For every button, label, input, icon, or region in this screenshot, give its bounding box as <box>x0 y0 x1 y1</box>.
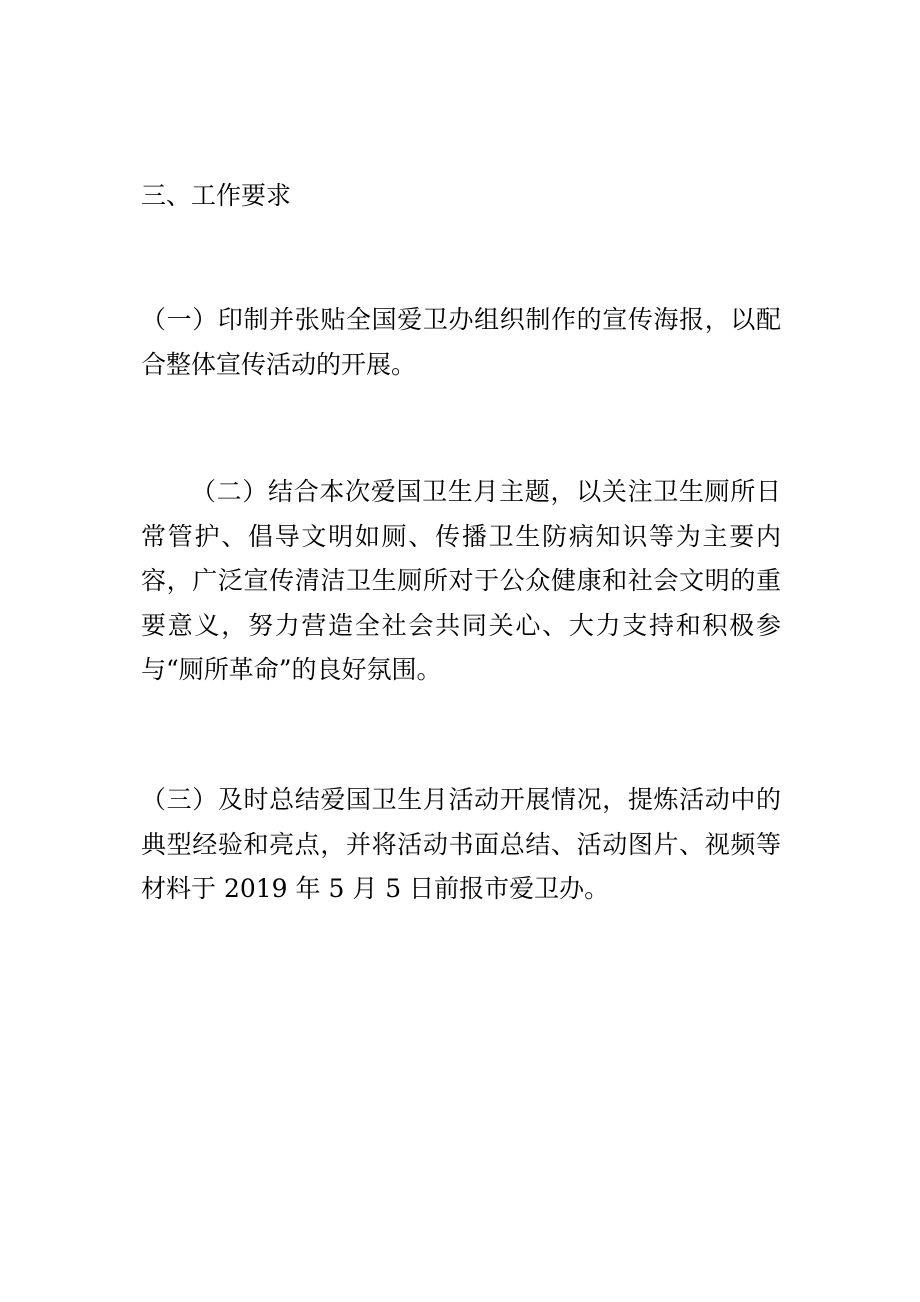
section-heading: 三、工作要求 <box>141 181 292 210</box>
paragraph-requirement-2: （二）结合本次爱国卫生月主题，以关注卫生厕所日常管护、倡导文明如厕、传播卫生防病知识等为主要内容，广泛宣传清洁卫生厕所对于公众健康和社会文明的重要意义，努力营造全社会共同关心、大力支持和积极参与“厕所革命”的良好氛围。 <box>141 477 781 684</box>
paragraph-requirement-1: （一）印制并张贴全国爱卫办组织制作的宣传海报，以配合整体宣传活动的开展。 <box>141 305 781 379</box>
paragraph-requirement-3: （三）及时总结爱国卫生月活动开展情况，提炼活动中的典型经验和亮点，并将活动书面总结、活动图片、视频等材料于 2019 年 5 月 5 日前报市爱卫办。 <box>141 785 781 903</box>
